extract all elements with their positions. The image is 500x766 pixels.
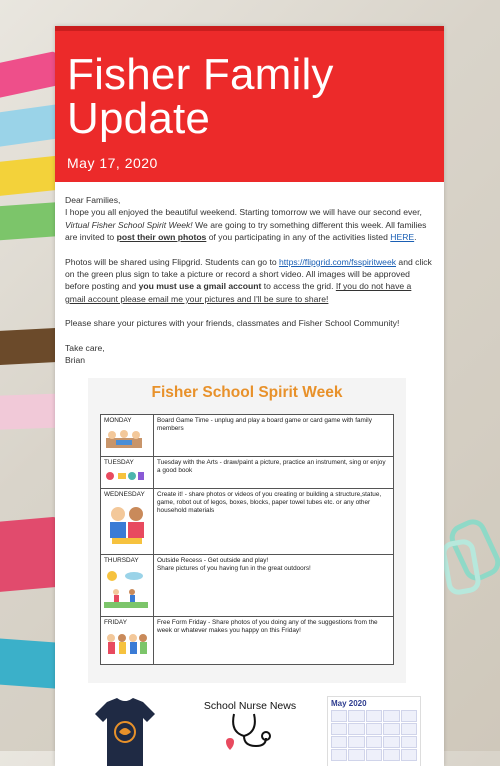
- spirit-week-image: [88, 378, 406, 683]
- day-cell: [101, 415, 154, 457]
- closing-text: Take care,: [65, 342, 105, 353]
- letter-paragraph-2: [65, 256, 434, 306]
- free-form-friday-illustration-icon: [104, 630, 148, 660]
- activity-cell: Tuesday with the Arts - draw/paint a picture, practice an instrument, sing or enjoy a good book: [154, 457, 394, 489]
- table-row: [101, 555, 394, 617]
- spirit-week-emphasis: Virtual Fisher School Spirit Week!: [65, 219, 193, 230]
- day-label: THURSDAY: [104, 557, 139, 565]
- create-it-illustration-icon: [104, 502, 148, 548]
- letter-text: to access the grid.: [261, 281, 336, 292]
- table-row: [101, 617, 394, 665]
- signature: Brian: [65, 355, 86, 366]
- day-cell: [101, 555, 154, 617]
- letter-paragraph-3: Please share your pictures with your friends, classmates and Fisher School Community!: [65, 318, 400, 329]
- letter-text: .: [414, 232, 417, 243]
- tshirt-image-icon[interactable]: [93, 696, 157, 766]
- letter-closing: [65, 342, 434, 367]
- pencil-decoration: [0, 637, 62, 688]
- email-fallback-note: If you do not have a gmail account please email me your pictures and I'll be sure to share!: [65, 281, 412, 304]
- letter-body: [55, 182, 444, 366]
- letter-text: and click on the green plus sign to take a picture or record a short video. All images will be approved before posting and: [65, 256, 432, 292]
- day-label: WEDNESDAY: [104, 491, 145, 499]
- day-label: TUESDAY: [104, 459, 134, 467]
- newsletter-card: [55, 26, 444, 766]
- letter-text: We are going to try something different this week. All families are invited to: [65, 219, 427, 243]
- table-row: [101, 415, 394, 457]
- nurse-news-title: School Nurse News: [203, 700, 297, 712]
- table-row: [101, 457, 394, 489]
- newsletter-header: [55, 26, 444, 182]
- stethoscope-icon: [220, 712, 280, 752]
- pencil-decoration: [0, 517, 63, 594]
- flipgrid-link[interactable]: https://flipgrid.com/fsspiritweek: [279, 256, 397, 267]
- day-cell: [101, 617, 154, 665]
- board-game-illustration-icon: [104, 428, 144, 452]
- outside-recess-illustration-icon: [104, 568, 148, 610]
- spirit-week-table: [100, 414, 394, 665]
- letter-text: I hope you all enjoyed the beautiful weekend. Starting tomorrow we will have our second ever,: [65, 207, 422, 218]
- letter-text: of you participating in any of the activities listed: [206, 232, 391, 243]
- spirit-week-title: Fisher School Spirit Week: [151, 384, 343, 402]
- day-cell: [101, 489, 154, 555]
- here-link[interactable]: HERE: [390, 232, 415, 243]
- arts-illustration-icon: [104, 470, 146, 482]
- calendar-grid: [328, 710, 420, 761]
- school-nurse-news-image[interactable]: [195, 700, 305, 755]
- pencil-decoration: [0, 51, 63, 103]
- newsletter-title: Fisher Family Update: [67, 50, 334, 143]
- letter-paragraph-1: [65, 194, 434, 244]
- activity-cell: Board Game Time - unplug and play a board game or card game with family members: [154, 415, 394, 457]
- day-label: MONDAY: [104, 417, 132, 425]
- post-photos-emphasis: post their own photos: [116, 232, 207, 243]
- day-label: FRIDAY: [104, 619, 127, 627]
- greeting: Dear Families,: [65, 195, 121, 205]
- activity-cell: Create it! - share photos or videos of you creating or building a structure,statue, game, robot out of legos, boxes, blocks, paper towel tubes etc. or any other household materials: [154, 489, 394, 555]
- calendar-title: May 2020: [331, 699, 367, 708]
- day-cell: [101, 457, 154, 489]
- activity-cell: Outside Recess - Get outside and play! Share pictures of you having fun in the great outdoors!: [154, 555, 394, 617]
- bottom-images-row: [55, 696, 444, 766]
- may-calendar-image[interactable]: [327, 696, 421, 766]
- gmail-requirement: you must use a gmail account: [138, 281, 262, 292]
- letter-text: Photos will be shared using Flipgrid. Students can go to: [65, 256, 280, 267]
- table-row: [101, 489, 394, 555]
- newsletter-date: May 17, 2020: [67, 155, 158, 171]
- activity-cell: Free Form Friday - Share photos of you doing any of the suggestions from the week or whatever makes you happy on this Friday!: [154, 617, 394, 665]
